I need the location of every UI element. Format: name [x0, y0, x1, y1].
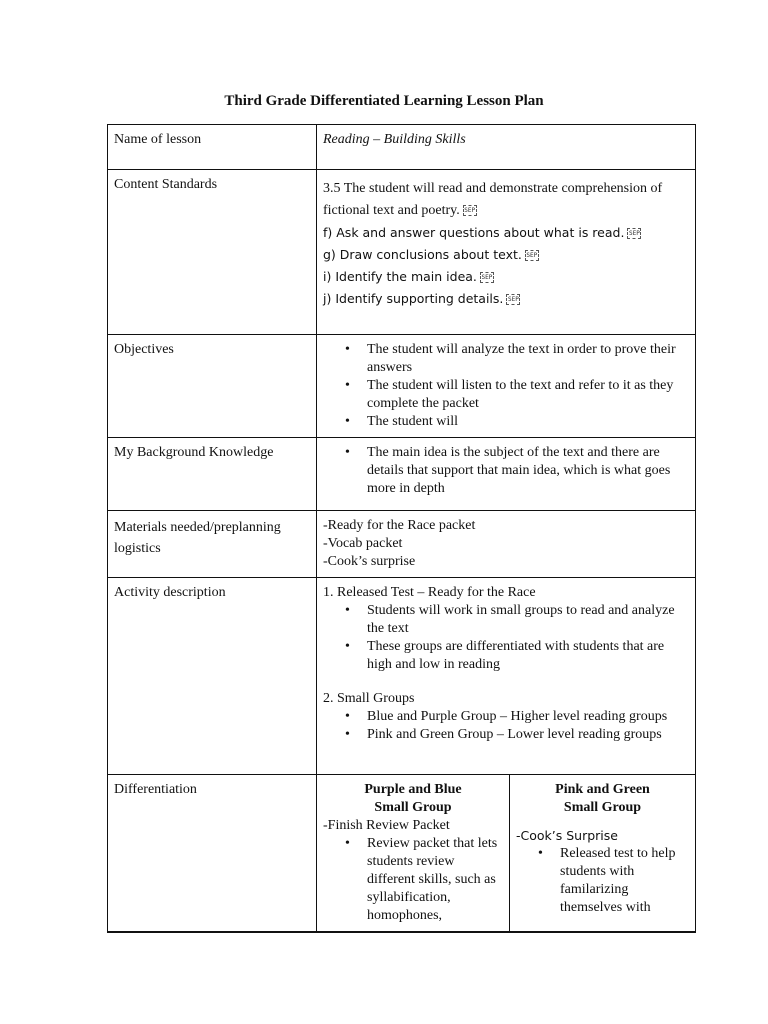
activity-part1-list	[323, 602, 689, 674]
standard-item	[323, 288, 689, 310]
background-list	[323, 444, 689, 498]
row-value	[317, 438, 696, 511]
row-label	[108, 775, 317, 933]
group-heading: Small Group	[563, 800, 642, 815]
sep-mark-icon: SEP	[464, 207, 476, 215]
activity-part2-title: 2. Small Groups	[323, 691, 415, 706]
group-a-list	[323, 835, 503, 925]
material-line: -Cook’s surprise	[323, 554, 416, 569]
standard-item-text: i) Identify the main idea.	[323, 269, 477, 284]
group-b-list	[516, 845, 689, 917]
list-item: • Students will work in small groups to read and analyze the text	[367, 602, 689, 638]
sep-mark-icon: SEP	[507, 296, 519, 303]
group-pink-green	[510, 775, 696, 933]
group-heading: Purple and Blue	[364, 782, 462, 797]
list-item: • The student will analyze the text in order to prove their answers	[367, 341, 689, 377]
table-row-materials	[108, 511, 696, 578]
list-item: • Pink and Green Group – Lower level reading groups	[367, 726, 689, 744]
table-row-name-of-lesson	[108, 125, 696, 170]
list-item: • Blue and Purple Group – Higher level reading groups	[367, 708, 689, 726]
material-line: -Ready for the Race packet	[323, 518, 476, 533]
sep-mark-icon: SEP	[629, 230, 640, 237]
table-row-objectives	[108, 335, 696, 438]
list-item: • The main idea is the subject of the text and there are details that support that main idea, which is what goes more in depth	[367, 444, 689, 498]
standard-item-text: j) Identify supporting details.	[323, 291, 504, 306]
row-value	[317, 578, 696, 775]
standard-intro-text: 3.5 The student will read and demonstrate comprehension of fictional text and poetry.	[323, 181, 663, 218]
label-text: Objectives	[114, 342, 174, 357]
activity-part2-list	[323, 708, 689, 744]
table-row-differentiation	[108, 775, 696, 933]
objectives-list	[323, 341, 689, 431]
lesson-subtitle: – Building Skills	[369, 132, 466, 147]
label-text: Activity description	[114, 585, 226, 600]
document-title: Third Grade Differentiated Learning Lesson Plan	[224, 93, 544, 109]
row-value	[317, 125, 696, 170]
lesson-plan-table	[107, 124, 696, 933]
standard-intro	[323, 178, 689, 222]
label-text: My Background Knowledge	[114, 445, 274, 460]
sep-mark-icon: SEP	[481, 274, 493, 281]
label-text: Name of lesson	[114, 132, 202, 147]
standard-item	[323, 266, 689, 288]
label-text: Differentiation	[114, 782, 197, 797]
row-label	[108, 170, 317, 335]
table-row-activity	[108, 578, 696, 775]
row-value	[317, 335, 696, 438]
list-item: • The student will listen to the text and refer to it as they complete the packet	[367, 377, 689, 413]
group-task: -Finish Review Packet	[323, 818, 450, 833]
list-item: • The student will	[367, 413, 689, 431]
row-value	[317, 170, 696, 335]
standard-item	[323, 222, 689, 244]
row-value	[317, 511, 696, 578]
standard-item-text: g) Draw conclusions about text.	[323, 247, 522, 262]
row-label	[108, 335, 317, 438]
table-row-background-knowledge	[108, 438, 696, 511]
activity-part1-title: 1. Released Test – Ready for the Race	[323, 585, 536, 600]
lesson-subject: Reading	[323, 132, 370, 147]
group-task: -Cook’s Surprise	[516, 828, 618, 843]
material-line: -Vocab packet	[323, 536, 403, 551]
group-heading: Pink and Green	[555, 782, 650, 797]
row-label	[108, 125, 317, 170]
row-label	[108, 578, 317, 775]
list-item: • These groups are differentiated with students that are high and low in reading	[367, 638, 689, 674]
row-label	[108, 438, 317, 511]
standard-item-text: f) Ask and answer questions about what is read.	[323, 225, 625, 240]
row-label	[108, 511, 317, 578]
list-item: • Review packet that lets students review different skills, such as syllabification, homophones,	[367, 835, 503, 925]
label-text: Materials needed/preplanning logistics	[114, 520, 281, 556]
table-row-content-standards	[108, 170, 696, 335]
standard-item	[323, 244, 689, 266]
label-text: Content Standards	[114, 177, 218, 192]
list-item: • Released test to help students with familarizing themselves with	[560, 845, 689, 917]
sep-mark-icon: SEP	[526, 252, 538, 259]
group-purple-blue	[317, 775, 510, 933]
group-heading: Small Group	[374, 800, 452, 815]
